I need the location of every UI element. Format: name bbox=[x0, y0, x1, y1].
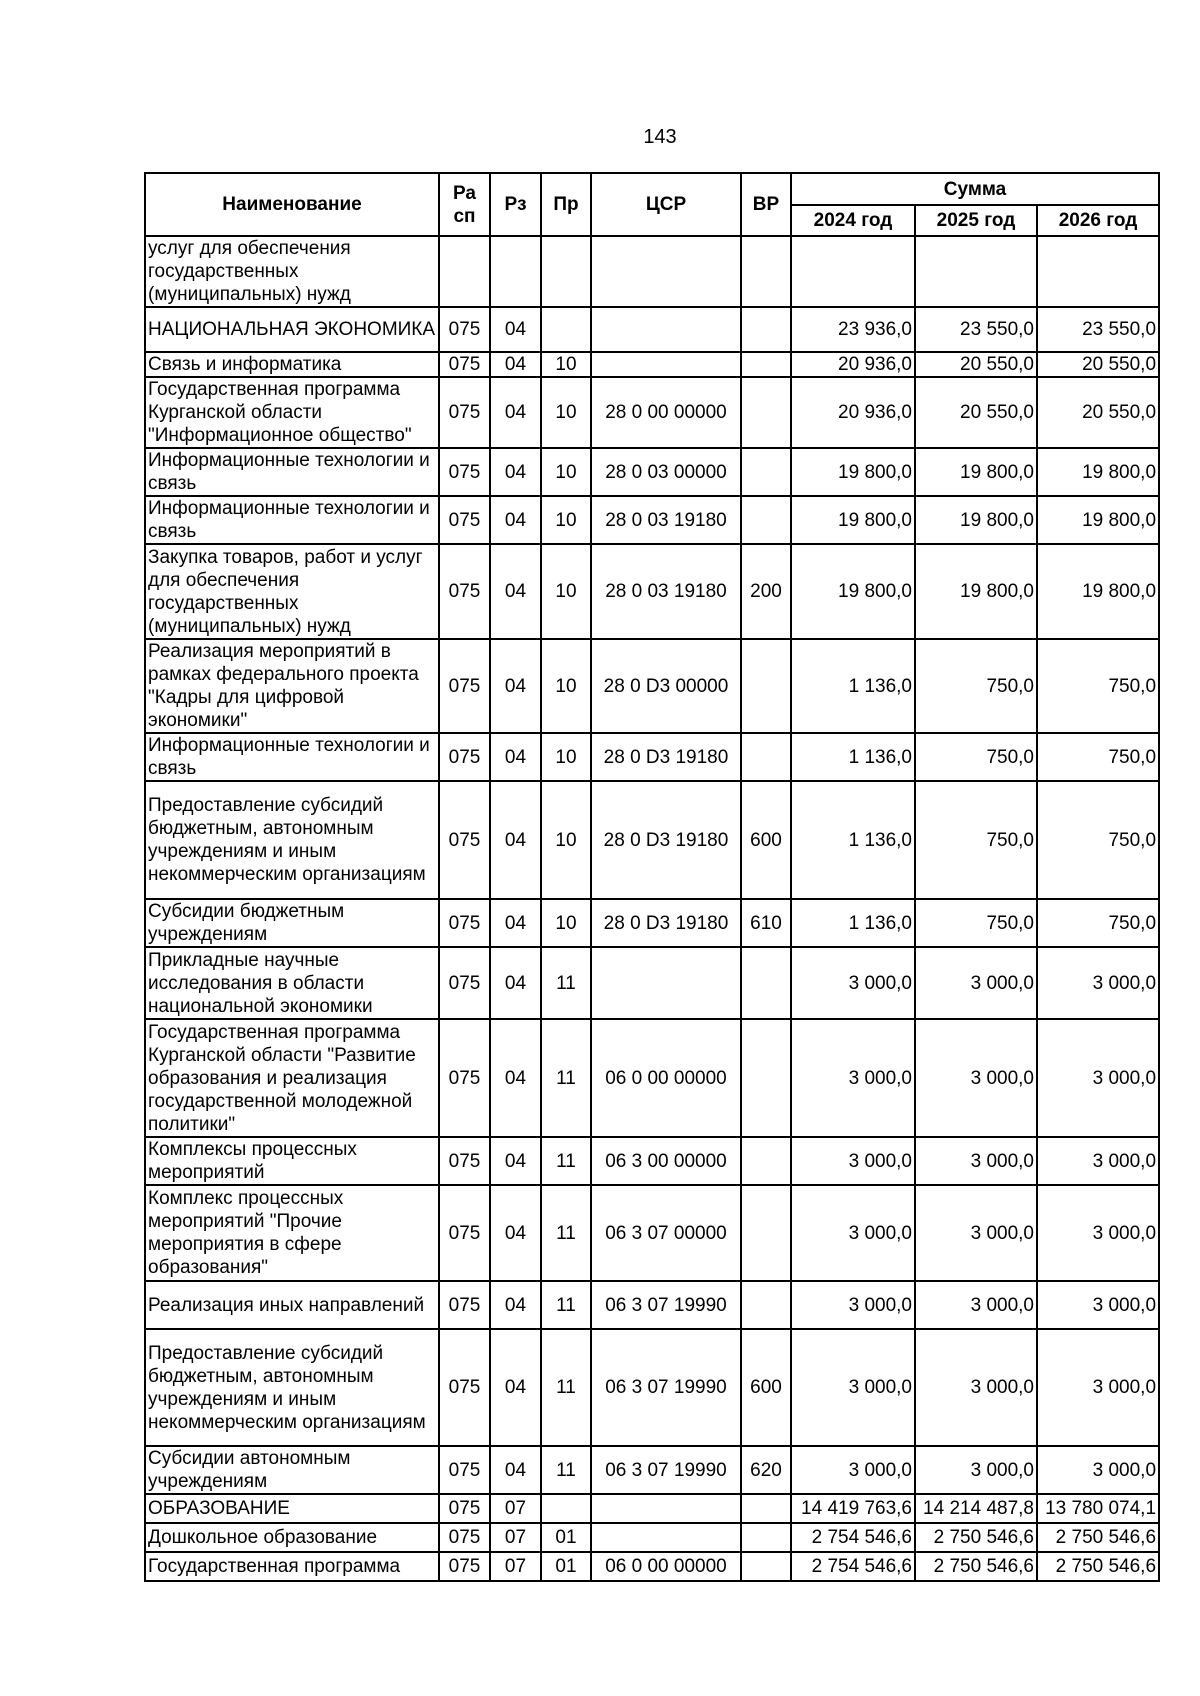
cell-pr: 11 bbox=[541, 1019, 591, 1137]
cell-csr: 06 3 07 19990 bbox=[591, 1446, 741, 1494]
cell-pr: 11 bbox=[541, 1137, 591, 1185]
cell-rz: 04 bbox=[490, 544, 541, 639]
cell-s2024: 3 000,0 bbox=[791, 1137, 915, 1185]
cell-rasp: 075 bbox=[439, 448, 490, 496]
header-sum: Сумма bbox=[791, 173, 1159, 205]
cell-pr: 10 bbox=[541, 899, 591, 947]
cell-rz: 04 bbox=[490, 352, 541, 377]
header-rz: Рз bbox=[490, 173, 541, 236]
cell-vr bbox=[741, 1137, 791, 1185]
cell-s2025: 2 750 546,6 bbox=[915, 1552, 1037, 1581]
table-row bbox=[145, 1019, 1159, 1137]
header-pr: Пр bbox=[541, 173, 591, 236]
cell-name: Комплекс процессных мероприятий "Прочие мероприятия в сфере образования" bbox=[145, 1185, 439, 1281]
header-2025: 2025 год bbox=[915, 205, 1037, 236]
cell-vr bbox=[741, 733, 791, 781]
header-2024: 2024 год bbox=[791, 205, 915, 236]
cell-pr: 10 bbox=[541, 733, 591, 781]
cell-rasp: 075 bbox=[439, 307, 490, 352]
cell-s2026: 3 000,0 bbox=[1037, 1446, 1159, 1494]
cell-name: Реализация мероприятий в рамках федерального проекта "Кадры для цифровой экономики" bbox=[145, 639, 439, 733]
cell-rasp: 075 bbox=[439, 947, 490, 1019]
cell-pr: 11 bbox=[541, 1281, 591, 1329]
cell-vr: 620 bbox=[741, 1446, 791, 1494]
cell-s2024: 2 754 546,6 bbox=[791, 1552, 915, 1581]
cell-s2025: 750,0 bbox=[915, 639, 1037, 733]
cell-rz: 04 bbox=[490, 947, 541, 1019]
cell-rz: 04 bbox=[490, 377, 541, 448]
cell-csr bbox=[591, 1523, 741, 1552]
cell-rasp: 075 bbox=[439, 544, 490, 639]
cell-s2026: 3 000,0 bbox=[1037, 1185, 1159, 1281]
cell-name: Связь и информатика bbox=[145, 352, 439, 377]
cell-csr: 06 3 00 00000 bbox=[591, 1137, 741, 1185]
cell-rasp: 075 bbox=[439, 1281, 490, 1329]
cell-s2024: 14 419 763,6 bbox=[791, 1494, 915, 1523]
cell-s2026: 750,0 bbox=[1037, 781, 1159, 899]
cell-pr: 01 bbox=[541, 1552, 591, 1581]
cell-vr bbox=[741, 448, 791, 496]
cell-s2025: 750,0 bbox=[915, 733, 1037, 781]
cell-vr: 600 bbox=[741, 781, 791, 899]
cell-rasp: 075 bbox=[439, 1329, 490, 1446]
cell-rz: 04 bbox=[490, 448, 541, 496]
cell-s2025: 23 550,0 bbox=[915, 307, 1037, 352]
cell-pr: 10 bbox=[541, 496, 591, 544]
cell-rz: 07 bbox=[490, 1523, 541, 1552]
cell-rz: 04 bbox=[490, 307, 541, 352]
cell-rz: 04 bbox=[490, 1329, 541, 1446]
cell-s2024: 3 000,0 bbox=[791, 947, 915, 1019]
cell-name: НАЦИОНАЛЬНАЯ ЭКОНОМИКА bbox=[145, 307, 439, 352]
cell-pr: 10 bbox=[541, 377, 591, 448]
table-row bbox=[145, 1281, 1159, 1329]
cell-rz: 04 bbox=[490, 1185, 541, 1281]
cell-name: Государственная программа bbox=[145, 1552, 439, 1581]
cell-csr: 28 0 D3 00000 bbox=[591, 639, 741, 733]
cell-csr bbox=[591, 352, 741, 377]
cell-s2025: 3 000,0 bbox=[915, 1185, 1037, 1281]
cell-s2024 bbox=[791, 236, 915, 307]
cell-pr: 10 bbox=[541, 639, 591, 733]
cell-s2024: 19 800,0 bbox=[791, 448, 915, 496]
cell-rz: 07 bbox=[490, 1552, 541, 1581]
cell-pr: 11 bbox=[541, 1329, 591, 1446]
cell-csr bbox=[591, 236, 741, 307]
cell-csr bbox=[591, 1494, 741, 1523]
cell-csr: 06 3 07 00000 bbox=[591, 1185, 741, 1281]
cell-rz bbox=[490, 236, 541, 307]
cell-s2025: 20 550,0 bbox=[915, 352, 1037, 377]
table-row bbox=[145, 733, 1159, 781]
table-row bbox=[145, 1552, 1159, 1581]
cell-s2024: 20 936,0 bbox=[791, 352, 915, 377]
cell-s2025: 3 000,0 bbox=[915, 1446, 1037, 1494]
table-body bbox=[145, 236, 1159, 1581]
cell-s2026: 3 000,0 bbox=[1037, 1137, 1159, 1185]
cell-s2026: 750,0 bbox=[1037, 639, 1159, 733]
cell-s2024: 19 800,0 bbox=[791, 544, 915, 639]
table-row bbox=[145, 307, 1159, 352]
cell-s2024: 3 000,0 bbox=[791, 1281, 915, 1329]
table-row bbox=[145, 947, 1159, 1019]
cell-vr bbox=[741, 947, 791, 1019]
cell-rasp: 075 bbox=[439, 1552, 490, 1581]
header-csr: ЦСР bbox=[591, 173, 741, 236]
cell-vr bbox=[741, 307, 791, 352]
cell-rasp: 075 bbox=[439, 377, 490, 448]
cell-s2025: 19 800,0 bbox=[915, 448, 1037, 496]
cell-rz: 04 bbox=[490, 733, 541, 781]
cell-pr: 10 bbox=[541, 448, 591, 496]
cell-vr bbox=[741, 1281, 791, 1329]
cell-name: Субсидии автономным учреждениям bbox=[145, 1446, 439, 1494]
cell-s2026: 3 000,0 bbox=[1037, 947, 1159, 1019]
cell-name: Информационные технологии и связь bbox=[145, 496, 439, 544]
table-row bbox=[145, 236, 1159, 307]
cell-vr bbox=[741, 1185, 791, 1281]
cell-vr: 610 bbox=[741, 899, 791, 947]
table-row bbox=[145, 1446, 1159, 1494]
cell-s2024: 20 936,0 bbox=[791, 377, 915, 448]
cell-pr: 11 bbox=[541, 1185, 591, 1281]
cell-s2024: 1 136,0 bbox=[791, 899, 915, 947]
cell-vr: 200 bbox=[741, 544, 791, 639]
cell-s2024: 3 000,0 bbox=[791, 1329, 915, 1446]
cell-csr: 06 0 00 00000 bbox=[591, 1552, 741, 1581]
cell-s2025: 3 000,0 bbox=[915, 1329, 1037, 1446]
cell-name: Предоставление субсидий бюджетным, автономным учреждениям и иным некоммерческим организациям bbox=[145, 781, 439, 899]
cell-name: Прикладные научные исследования в области национальной экономики bbox=[145, 947, 439, 1019]
cell-name: ОБРАЗОВАНИЕ bbox=[145, 1494, 439, 1523]
cell-s2025: 750,0 bbox=[915, 899, 1037, 947]
cell-csr: 06 3 07 19990 bbox=[591, 1281, 741, 1329]
cell-s2024: 1 136,0 bbox=[791, 781, 915, 899]
header-vr: ВР bbox=[741, 173, 791, 236]
cell-name: Субсидии бюджетным учреждениям bbox=[145, 899, 439, 947]
cell-name: Закупка товаров, работ и услуг для обеспечения государственных (муниципальных) нужд bbox=[145, 544, 439, 639]
table-row bbox=[145, 639, 1159, 733]
cell-s2026: 19 800,0 bbox=[1037, 544, 1159, 639]
cell-rasp: 075 bbox=[439, 1185, 490, 1281]
cell-csr: 28 0 D3 19180 bbox=[591, 781, 741, 899]
cell-rasp: 075 bbox=[439, 1137, 490, 1185]
cell-rasp: 075 bbox=[439, 1523, 490, 1552]
cell-s2025 bbox=[915, 236, 1037, 307]
cell-vr bbox=[741, 1019, 791, 1137]
cell-rasp: 075 bbox=[439, 1019, 490, 1137]
cell-s2025: 2 750 546,6 bbox=[915, 1523, 1037, 1552]
cell-rz: 04 bbox=[490, 1137, 541, 1185]
cell-name: Информационные технологии и связь bbox=[145, 448, 439, 496]
cell-pr: 10 bbox=[541, 544, 591, 639]
cell-rz: 04 bbox=[490, 899, 541, 947]
table-row bbox=[145, 899, 1159, 947]
cell-s2025: 19 800,0 bbox=[915, 544, 1037, 639]
cell-csr: 28 0 D3 19180 bbox=[591, 899, 741, 947]
cell-s2026: 19 800,0 bbox=[1037, 448, 1159, 496]
cell-csr bbox=[591, 947, 741, 1019]
cell-name: Информационные технологии и связь bbox=[145, 733, 439, 781]
cell-name: Комплексы процессных мероприятий bbox=[145, 1137, 439, 1185]
cell-s2026: 19 800,0 bbox=[1037, 496, 1159, 544]
cell-pr: 10 bbox=[541, 352, 591, 377]
table-row bbox=[145, 1137, 1159, 1185]
cell-s2026: 3 000,0 bbox=[1037, 1329, 1159, 1446]
table-row bbox=[145, 1185, 1159, 1281]
cell-csr bbox=[591, 307, 741, 352]
cell-rz: 04 bbox=[490, 1281, 541, 1329]
cell-s2026: 13 780 074,1 bbox=[1037, 1494, 1159, 1523]
cell-s2025: 19 800,0 bbox=[915, 496, 1037, 544]
cell-s2024: 3 000,0 bbox=[791, 1446, 915, 1494]
cell-s2025: 3 000,0 bbox=[915, 1137, 1037, 1185]
cell-s2024: 3 000,0 bbox=[791, 1019, 915, 1137]
cell-rz: 04 bbox=[490, 781, 541, 899]
page-number: 143 bbox=[643, 126, 677, 148]
cell-csr: 06 0 00 00000 bbox=[591, 1019, 741, 1137]
cell-name: Государственная программа Курганской области "Развитие образования и реализация государственной молодежной политики" bbox=[145, 1019, 439, 1137]
cell-s2024: 1 136,0 bbox=[791, 733, 915, 781]
cell-pr bbox=[541, 1494, 591, 1523]
cell-s2024: 19 800,0 bbox=[791, 496, 915, 544]
cell-rz: 04 bbox=[490, 496, 541, 544]
cell-s2024: 1 136,0 bbox=[791, 639, 915, 733]
cell-pr bbox=[541, 236, 591, 307]
cell-rasp: 075 bbox=[439, 781, 490, 899]
cell-vr: 600 bbox=[741, 1329, 791, 1446]
cell-rasp: 075 bbox=[439, 1446, 490, 1494]
cell-rasp: 075 bbox=[439, 1494, 490, 1523]
cell-vr bbox=[741, 1552, 791, 1581]
cell-rz: 04 bbox=[490, 1446, 541, 1494]
cell-csr: 28 0 03 19180 bbox=[591, 496, 741, 544]
cell-csr: 28 0 D3 19180 bbox=[591, 733, 741, 781]
cell-s2024: 2 754 546,6 bbox=[791, 1523, 915, 1552]
cell-rz: 07 bbox=[490, 1494, 541, 1523]
cell-vr bbox=[741, 1523, 791, 1552]
cell-vr bbox=[741, 352, 791, 377]
cell-rasp: 075 bbox=[439, 899, 490, 947]
cell-name: услуг для обеспечения государственных (муниципальных) нужд bbox=[145, 236, 439, 307]
cell-rz: 04 bbox=[490, 1019, 541, 1137]
header-2026: 2026 год bbox=[1037, 205, 1159, 236]
cell-name: Предоставление субсидий бюджетным, автономным учреждениям и иным некоммерческим организациям bbox=[145, 1329, 439, 1446]
cell-pr: 10 bbox=[541, 781, 591, 899]
cell-pr: 01 bbox=[541, 1523, 591, 1552]
cell-name: Реализация иных направлений bbox=[145, 1281, 439, 1329]
table-row bbox=[145, 1329, 1159, 1446]
cell-s2025: 3 000,0 bbox=[915, 1281, 1037, 1329]
cell-vr bbox=[741, 1494, 791, 1523]
cell-name: Государственная программа Курганской области "Информационное общество" bbox=[145, 377, 439, 448]
cell-s2025: 3 000,0 bbox=[915, 1019, 1037, 1137]
cell-pr: 11 bbox=[541, 1446, 591, 1494]
cell-csr: 28 0 03 19180 bbox=[591, 544, 741, 639]
header-rasp: Ра сп bbox=[439, 173, 490, 236]
cell-s2026: 750,0 bbox=[1037, 733, 1159, 781]
cell-s2026: 20 550,0 bbox=[1037, 352, 1159, 377]
cell-s2026: 23 550,0 bbox=[1037, 307, 1159, 352]
table-row bbox=[145, 1523, 1159, 1552]
cell-vr bbox=[741, 377, 791, 448]
cell-s2025: 750,0 bbox=[915, 781, 1037, 899]
cell-s2025: 3 000,0 bbox=[915, 947, 1037, 1019]
table-row bbox=[145, 448, 1159, 496]
cell-s2025: 20 550,0 bbox=[915, 377, 1037, 448]
cell-pr: 11 bbox=[541, 947, 591, 1019]
cell-s2024: 23 936,0 bbox=[791, 307, 915, 352]
cell-rz: 04 bbox=[490, 639, 541, 733]
cell-s2025: 14 214 487,8 bbox=[915, 1494, 1037, 1523]
cell-rasp: 075 bbox=[439, 496, 490, 544]
cell-s2026: 2 750 546,6 bbox=[1037, 1523, 1159, 1552]
table-row bbox=[145, 544, 1159, 639]
table-row bbox=[145, 1494, 1159, 1523]
cell-csr: 28 0 03 00000 bbox=[591, 448, 741, 496]
cell-vr bbox=[741, 639, 791, 733]
cell-name: Дошкольное образование bbox=[145, 1523, 439, 1552]
cell-s2026: 2 750 546,6 bbox=[1037, 1552, 1159, 1581]
cell-vr bbox=[741, 496, 791, 544]
cell-s2026: 3 000,0 bbox=[1037, 1019, 1159, 1137]
cell-csr: 28 0 00 00000 bbox=[591, 377, 741, 448]
cell-rasp bbox=[439, 236, 490, 307]
table-header bbox=[145, 173, 1159, 236]
table-row bbox=[145, 781, 1159, 899]
table-row bbox=[145, 377, 1159, 448]
cell-rasp: 075 bbox=[439, 639, 490, 733]
cell-s2026: 20 550,0 bbox=[1037, 377, 1159, 448]
cell-rasp: 075 bbox=[439, 733, 490, 781]
cell-pr bbox=[541, 307, 591, 352]
cell-s2026: 750,0 bbox=[1037, 899, 1159, 947]
cell-s2024: 3 000,0 bbox=[791, 1185, 915, 1281]
budget-table bbox=[144, 172, 1160, 1582]
cell-s2026: 3 000,0 bbox=[1037, 1281, 1159, 1329]
table-row bbox=[145, 352, 1159, 377]
cell-csr: 06 3 07 19990 bbox=[591, 1329, 741, 1446]
cell-vr bbox=[741, 236, 791, 307]
cell-s2026 bbox=[1037, 236, 1159, 307]
cell-rasp: 075 bbox=[439, 352, 490, 377]
header-name: Наименование bbox=[145, 173, 439, 236]
table-row bbox=[145, 496, 1159, 544]
